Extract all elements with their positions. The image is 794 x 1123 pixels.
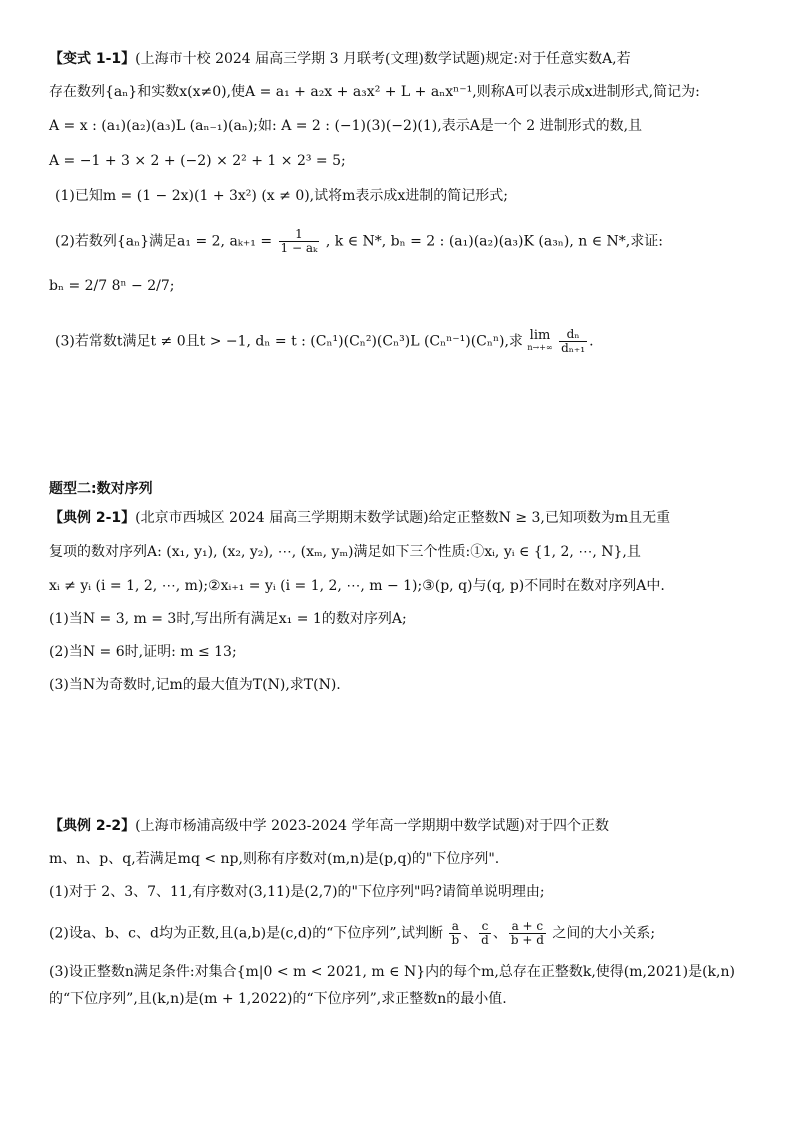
frac-numerator: a + c [509,920,546,934]
v11-question-1: (1)已知m = (1 − 2x)(1 + 3x²) (x ≠ 0),试将m表示成x进制的简记形式; [55,188,509,204]
limit-label: lim [529,327,551,343]
v11-question-3 [55,328,744,355]
e21-question-2: (2)当N = 6时,证明: m ≤ 13; [49,644,237,660]
v11-tag: 【变式 1-1】 [49,51,136,67]
e22-q2-part-a: (2)设a、b、c、d均为正数,且(a,b)是(c,d)的“下位序列”,试判断 [49,925,444,942]
frac-numerator: a [449,920,461,934]
fraction-sum [509,920,546,947]
e22-line-1 [49,816,744,836]
frac-denominator: dₙ₊₁ [561,341,586,355]
e21-text-1: (北京市西城区 2024 届高三学期期末数学试题)给定正整数N ≥ 3,已知项数为m且无重 [135,510,671,526]
v11-line-4: A = −1 + 3 × 2 + (−2) × 2² + 1 × 2³ = 5; [49,153,346,169]
v11-question-2 [55,228,744,255]
v11-q2-fraction [279,228,320,255]
v11-text-1: (上海市十校 2024 届高三学期 3 月联考(文理)数学试题)规定:对于任意实数A,若 [135,51,631,67]
fraction-a-b [449,920,461,947]
e22-question-3: (3)设正整数n满足条件:对集合{m|0 < m < 2021, m ∈ N}内的每个m,总存在正整数k,使得(m,2021)是(k,n) [49,964,735,980]
v11-line-1 [49,49,744,69]
section-title [49,479,744,499]
frac-numerator: dₙ [559,328,587,342]
separator: 、 [492,925,507,942]
e21-line-3: xᵢ ≠ yᵢ (i = 1, 2, ⋯, m);②xᵢ₊₁ = yᵢ (i = 1, 2, ⋯, m − 1);③(p, q)与(q, p)不同时在数对序列A中. [49,578,665,594]
fraction-c-d [479,920,491,947]
v11-q2-part-a: (2)若数列{aₙ}满足a₁ = 2, aₖ₊₁ = [55,233,273,250]
frac-denominator: b [451,933,460,947]
frac-numerator: c [479,920,491,934]
e22-question-2 [49,920,744,947]
e22-line-2: m、n、p、q,若满足mq < np,则称有序数对(m,n)是(p,q)的"下位序列". [49,851,500,867]
limit-subscript: n→+∞ [527,342,553,352]
v11-q3-end: . [589,333,594,350]
e22-q2-part-b: 之间的大小关系; [552,925,656,942]
e22-question-1: (1)对于 2、3、7、11,有序数对(3,11)是(2,7)的"下位序列"吗?请简单说明理由; [49,884,545,900]
separator: 、 [463,925,478,942]
frac-denominator: d [481,933,489,947]
frac-denominator: 1 − aₖ [280,241,318,255]
e22-tag: 【典例 2-2】 [49,818,136,834]
v11-line-2: 存在数列{aₙ}和实数x(x≠0),使A = a₁ + a₂x + a₃x² + L + aₙxⁿ⁻¹,则称A可以表示成x进制形式,简记为: [49,84,700,100]
v11-q2-conclusion: bₙ = 2/7 8ⁿ − 2/7; [49,278,175,294]
v11-q3-part-a: (3)若常数t满足t ≠ 0且t > −1, dₙ = t : (Cₙ¹)(Cₙ²)(Cₙ³)L (Cₙⁿ⁻¹)(Cₙⁿ),求 [55,333,523,350]
v11-q3-limit [527,327,553,354]
v11-q3-fraction [559,328,587,355]
e21-line-1 [49,508,744,528]
frac-numerator: 1 [279,228,320,242]
section-title-text: 题型二:数对序列 [49,481,153,497]
e22-question-3-cont: 的“下位序列”,且(k,n)是(m + 1,2022)的“下位序列”,求正整数n的最小值. [49,991,507,1007]
v11-line-3: A = x : (a₁)(a₂)(a₃)L (aₙ₋₁)(aₙ);如: A = 2 : (−1)(3)(−2)(1),表示A是一个 2 进制形式的数,且 [49,118,643,134]
frac-denominator: b + d [510,933,544,947]
v11-q2-part-b: , k ∈ N*, bₙ = 2 : (a₁)(a₂)(a₃)K (a₃ₙ), n ∈ N*,求证: [325,233,663,250]
e21-line-2: 复项的数对序列A: (x₁, y₁), (x₂, y₂), ⋯, (xₘ, yₘ)满足如下三个性质:①xᵢ, yᵢ ∈ {1, 2, ⋯, N},且 [49,544,641,560]
e22-text-1: (上海市杨浦高级中学 2023-2024 学年高一学期期中数学试题)对于四个正数 [135,818,609,834]
e21-question-1: (1)当N = 3, m = 3时,写出所有满足x₁ = 1的数对序列A; [49,611,407,627]
e21-question-3: (3)当N为奇数时,记m的最大值为T(N),求T(N). [49,677,341,693]
e21-tag: 【典例 2-1】 [49,510,136,526]
